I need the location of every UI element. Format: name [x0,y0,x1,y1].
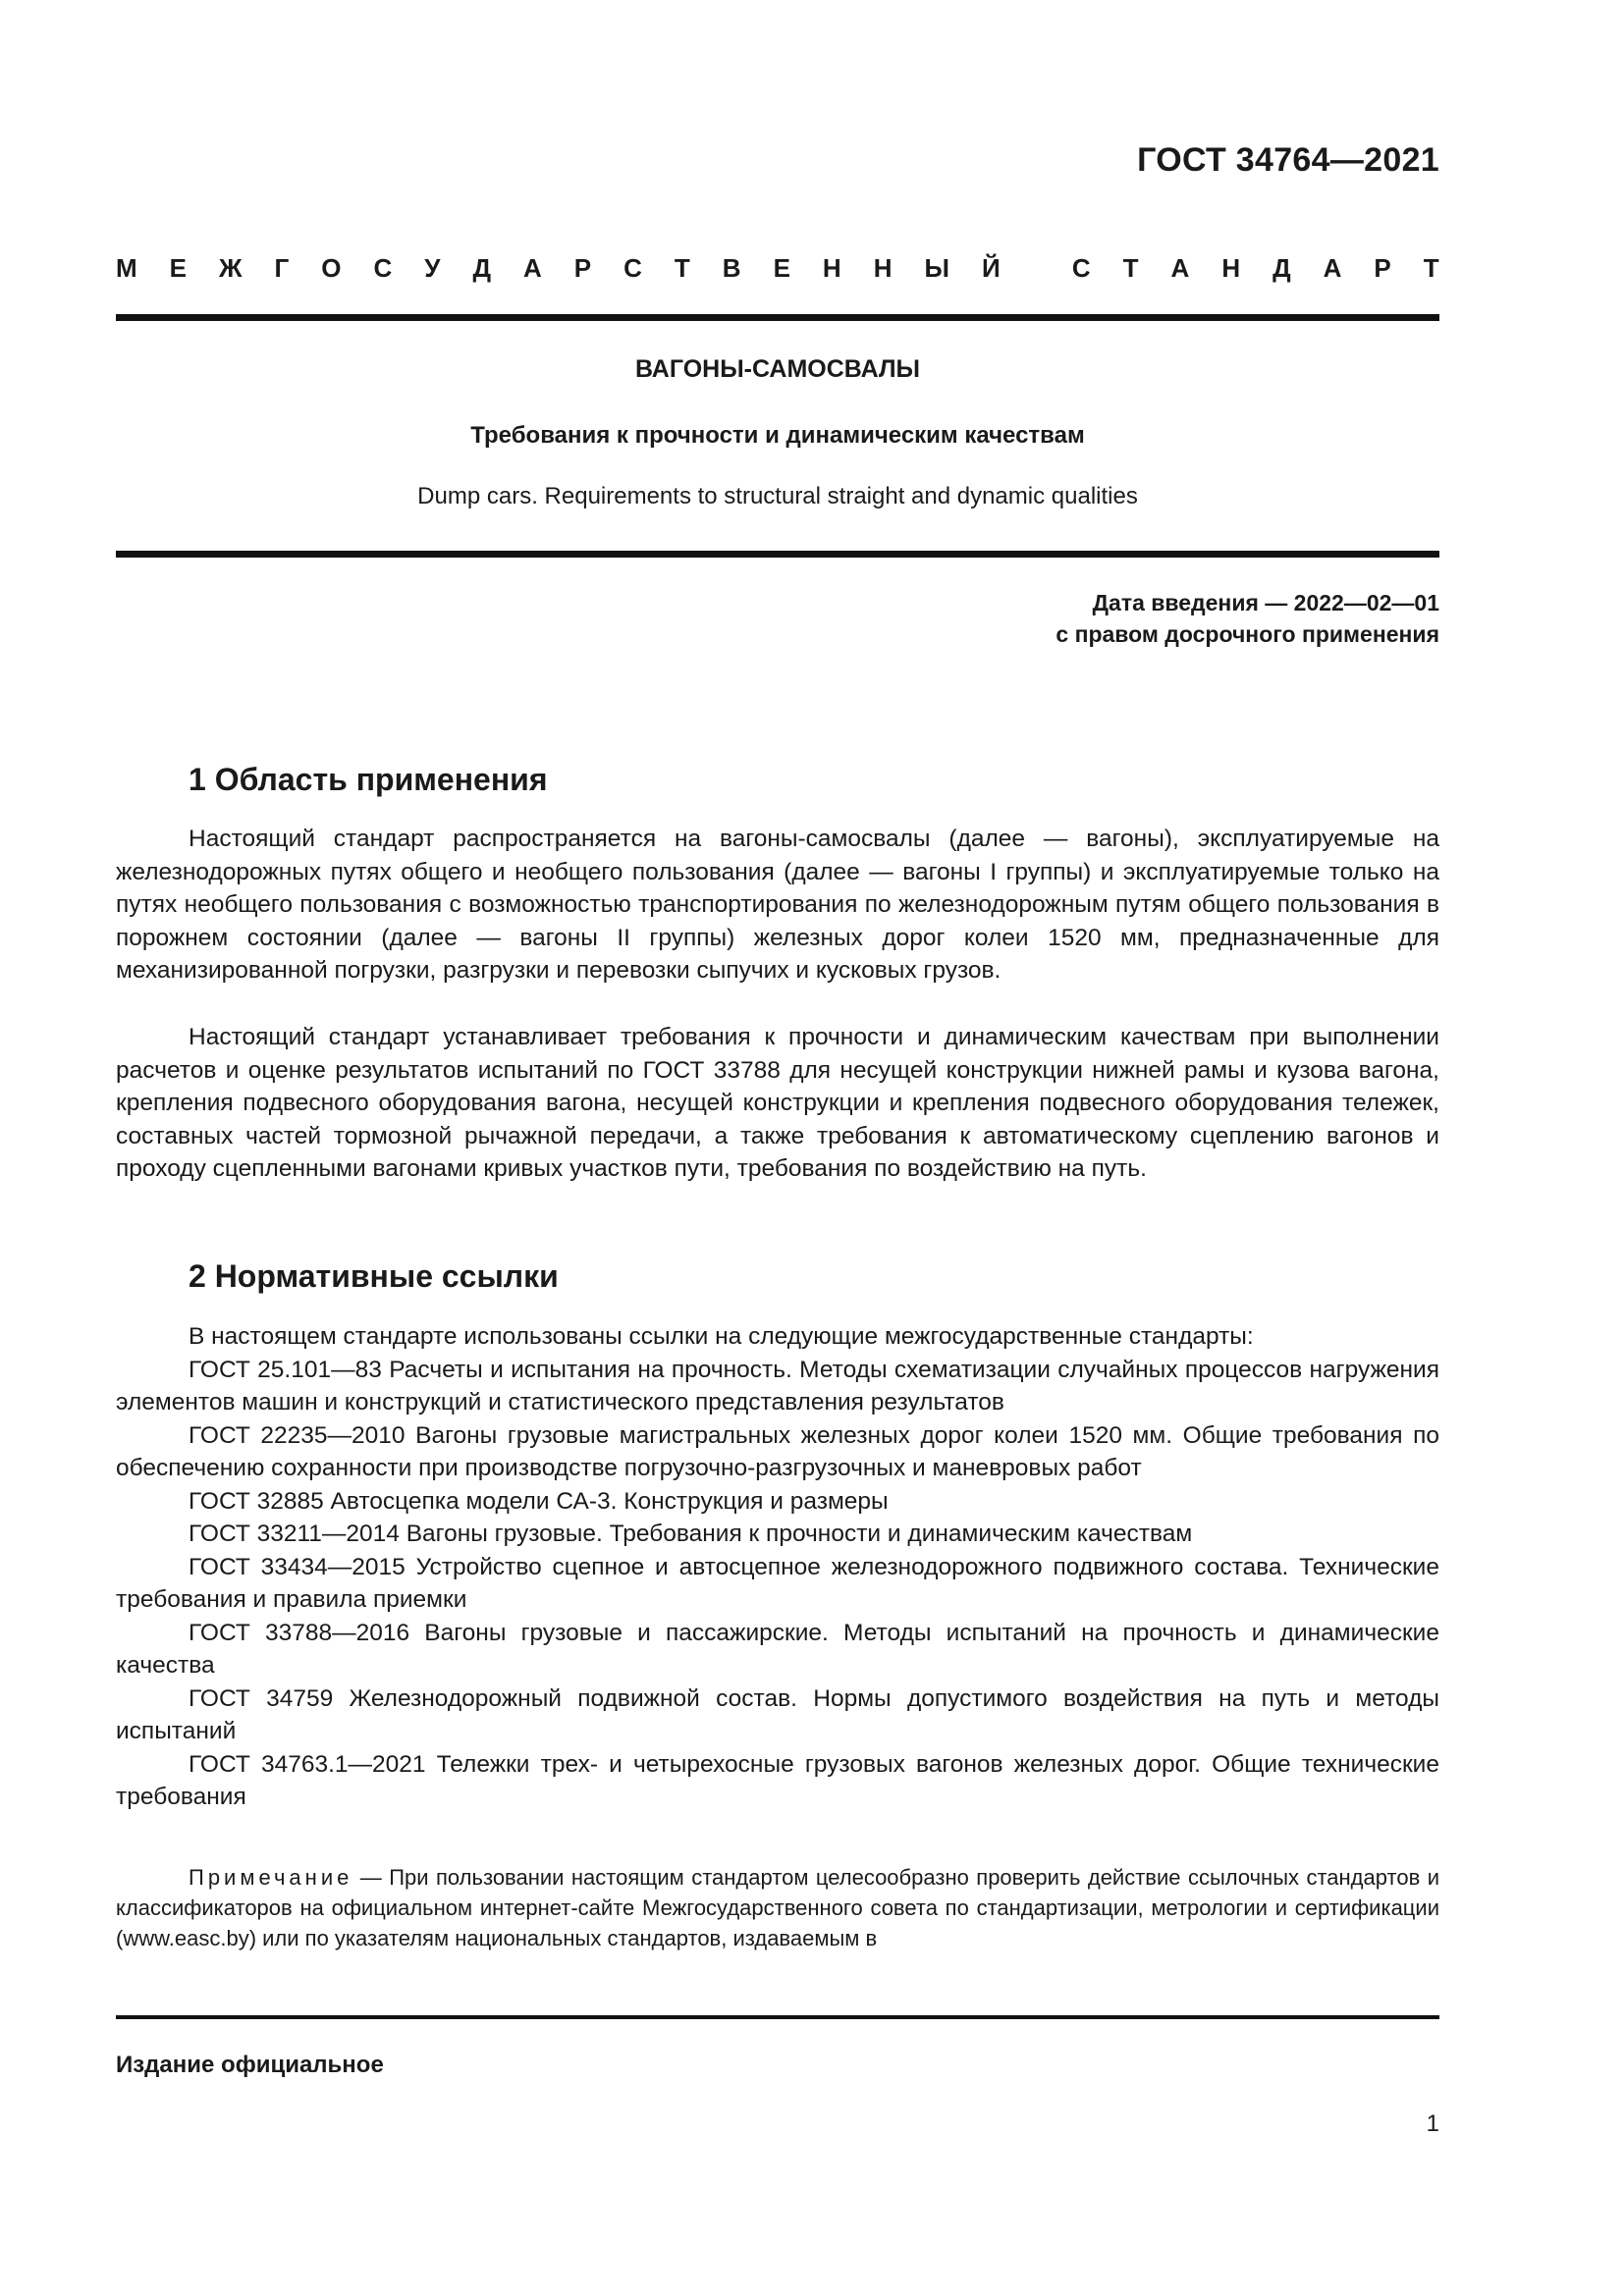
standard-type-letter: Т [1122,253,1139,283]
footer-divider [116,2015,1439,2019]
header-divider [116,314,1439,321]
document-subtitle: Требования к прочности и динамическим качествам [470,422,1085,449]
standard-type-letter: Н [873,253,893,283]
reference-item: ГОСТ 32885 Автосцепка модели СА-3. Конструкция и размеры [189,1487,889,1515]
section-heading-scope: 1 Область применения [189,762,548,797]
standard-type-letter: У [424,253,441,283]
standard-type-letter: Д [1272,253,1291,283]
standard-type-letter: Й [981,253,1001,283]
standard-type-letter: Е [169,253,188,283]
reference-item: ГОСТ 34759 Железнодорожный подвижной состав. Нормы допустимого воздействия на путь и методы испытаний [116,1684,1439,1744]
standard-type-letter: Ж [219,253,243,283]
title-divider [116,551,1439,558]
official-edition-label: Издание официальное [116,2052,384,2078]
standard-type-letter: О [321,253,342,283]
reference-item: ГОСТ 25.101—83 Расчеты и испытания на прочность. Методы схематизации случайных процессов нагружения элементов машин и конструкций и статистического представления результатов [116,1356,1439,1415]
standard-type-letter: Н [822,253,841,283]
document-title: ВАГОНЫ-САМОСВАЛЫ [634,355,920,383]
standard-type-letter: Р [1374,253,1391,283]
section-heading-references: 2 Нормативные ссылки [189,1258,559,1294]
references-list [116,1320,1439,1814]
standard-type-letter: А [523,253,542,283]
standard-type-letter: А [1170,253,1190,283]
standard-type-heading [116,253,1439,284]
scope-paragraph-2: Настоящий стандарт устанавливает требования к прочности и динамическим качествам при выполнении расчетов и оценке результатов испытаний по ГОСТ 33788 для несущей конструкции нижней рамы и кузова вагона, крепления подвесного оборудования вагона, несущей конструкции и крепления подвесного оборудования тележек, составных частей тормозной рычажной передачи, а также требования к автоматическому сцеплению вагонов и проходу сцепленными вагонами кривых участков пути, требования по воздействию на путь. [116,1024,1439,1182]
standard-type-letter: Т [1423,253,1439,283]
standard-type-letter: Д [472,253,491,283]
references-note [116,1862,1439,1953]
standard-type-letter: Г [274,253,290,283]
standard-type-letter: В [722,253,741,283]
document-number: ГОСТ 34764—2021 [1137,141,1439,179]
note-text: — При пользовании настоящим стандартом целесообразно проверить действие ссылочных стандартов и классификаторов на официальном интернет-сайте Межгосударственного совета по стандартизации, метрологии и сертификации (www.easc.by) или по указателям национальных стандартов, издаваемым в [116,1865,1439,1950]
introduction-date-block [1056,587,1439,650]
standard-type-letter: С [623,253,642,283]
standard-type-letter: Р [573,253,592,283]
standard-type-letter: М [116,253,137,283]
reference-item: ГОСТ 22235—2010 Вагоны грузовые магистральных железных дорог колеи 1520 мм. Общие требования по обеспечению сохранности при производстве погрузочно-разгрузочных и маневровых работ [116,1421,1439,1481]
standard-type-letter [1033,253,1040,284]
standard-type-letter: С [373,253,393,283]
standard-type-letter: С [1071,253,1091,283]
reference-item: ГОСТ 33434—2015 Устройство сцепное и автосцепное железнодорожного подвижного состава. Технические требования и правила приемки [116,1553,1439,1613]
reference-item: ГОСТ 33788—2016 Вагоны грузовые и пассажирские. Методы испытаний на прочность и динамические качества [116,1619,1439,1679]
standard-type-letter: Е [773,253,790,283]
document-title-english: Dump cars. Requirements to structural straight and dynamic qualities [417,483,1138,509]
early-application-note: с правом досрочного применения [1056,621,1439,647]
standard-type-letter: Н [1221,253,1241,283]
reference-item: ГОСТ 33211—2014 Вагоны грузовые. Требования к прочности и динамическим качествам [189,1521,1193,1547]
standard-type-letter: Т [674,253,690,283]
scope-paragraph-1: Настоящий стандарт распространяется на вагоны-самосвалы (далее — вагоны), эксплуатируемые на железнодорожных путях общего и необщего пользования (далее — вагоны I группы) и эксплуатируемые только на путях необщего пользования с возможностью транспортирования по железнодорожным путям общего пользования в порожнем состоянии (далее — вагоны II группы) железных дорог колеи 1520 мм, предназначенные для механизированной погрузки, разгрузки и перевозки сыпучих и кусковых грузов. [116,826,1439,984]
standard-type-letter: Ы [924,253,949,283]
page-number: 1 [1426,2110,1439,2137]
references-intro: В настоящем стандарте использованы ссылки на следующие межгосударственные стандарты: [189,1323,1254,1350]
introduction-date: Дата введения — 2022—02—01 [1092,590,1439,615]
standard-type-letter: А [1323,253,1342,283]
reference-item: ГОСТ 34763.1—2021 Тележки трех- и четырехосные грузовых вагонов железных дорог. Общие технические требования [116,1750,1439,1810]
note-label: Примечание [189,1865,353,1890]
